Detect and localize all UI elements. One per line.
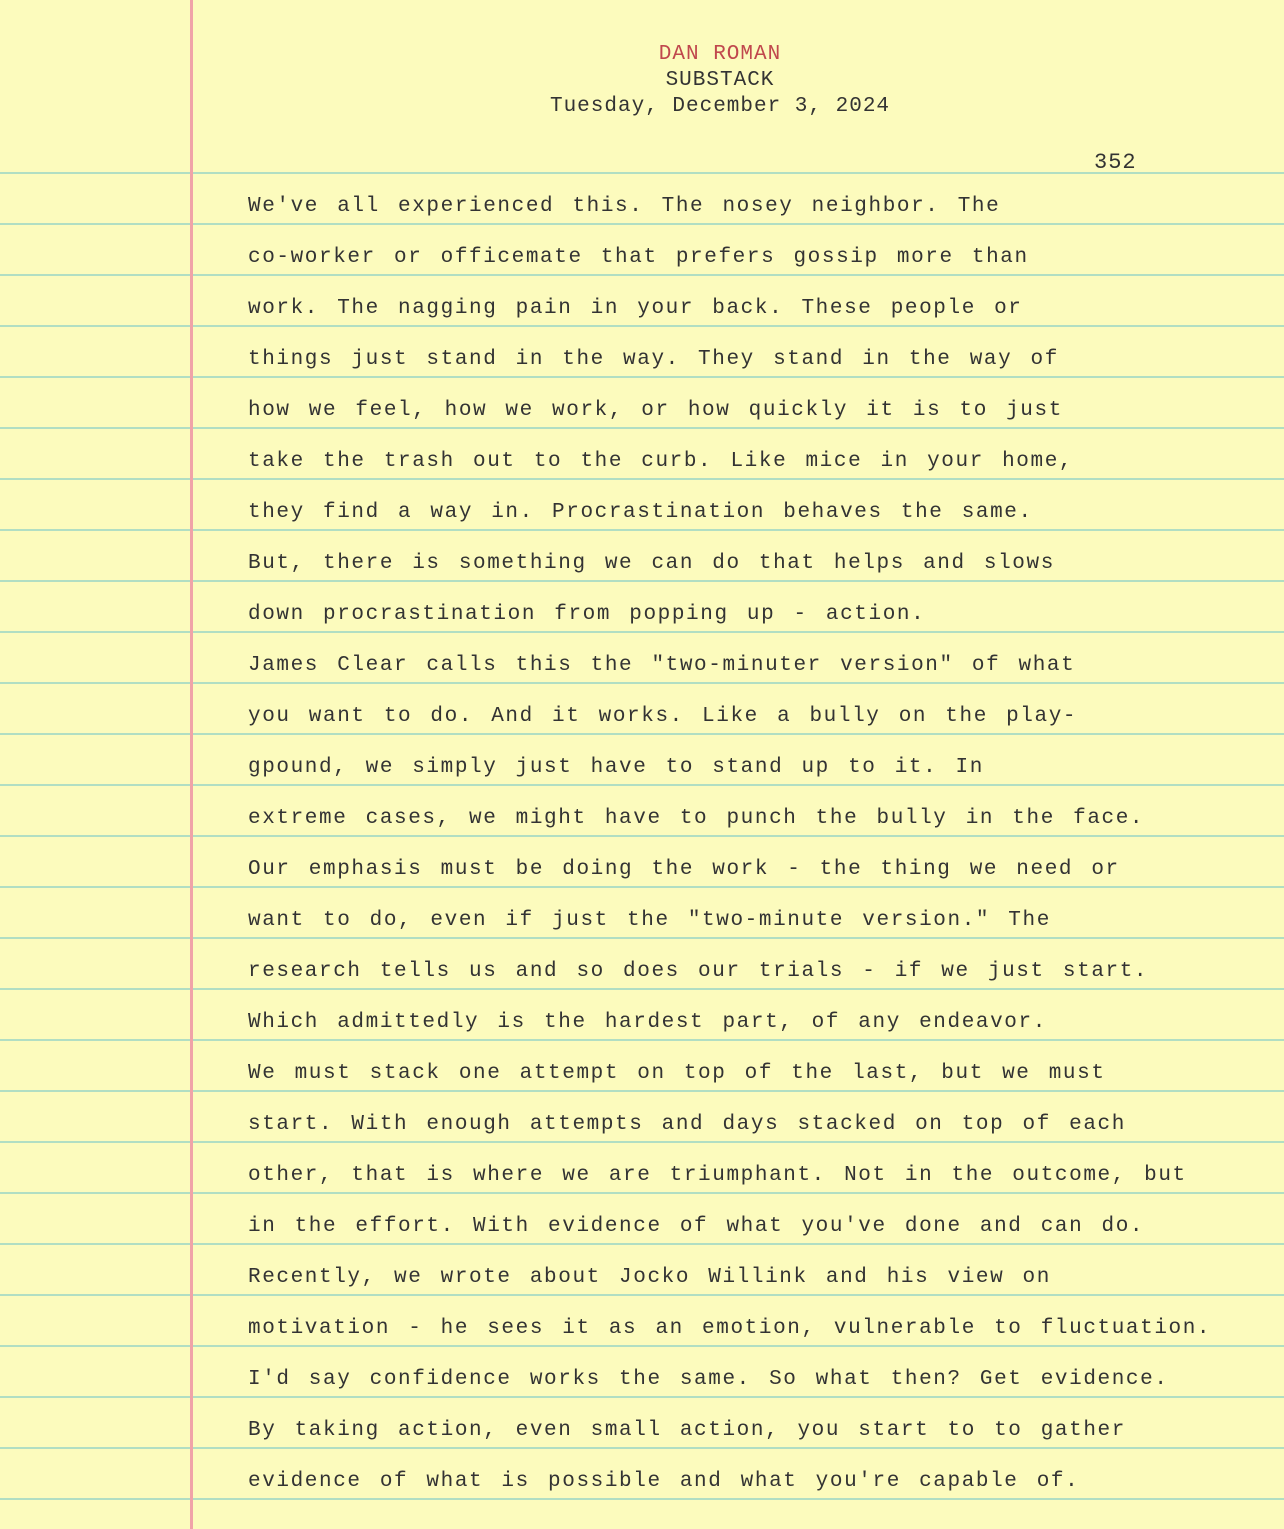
text-line: Which admittedly is the hardest part, of any endeavor. (248, 1011, 1047, 1034)
text-line: co-worker or officemate that prefers gossip more than (248, 246, 1029, 269)
author-name: DAN ROMAN (658, 43, 782, 66)
text-line: evidence of what is possible and what you're capable of. (248, 1470, 1080, 1493)
publication-name: SUBSTACK (665, 69, 775, 92)
page-header (420, 42, 1020, 120)
text-line: Our emphasis must be doing the work - the thing we need or (248, 858, 1120, 881)
text-line: But, there is something we can do that helps and slows (248, 552, 1055, 575)
red-margin-line (190, 0, 193, 1529)
typed-body-text (248, 190, 1258, 1516)
text-line: they find a way in. Procrastination behaves the same. (248, 501, 1033, 524)
text-line: down procrastination from popping up - action. (248, 603, 926, 626)
text-line: you want to do. And it works. Like a bully on the play- (248, 705, 1078, 728)
text-line: take the trash out to the curb. Like mice in your home, (248, 450, 1074, 473)
page-number: 352 (1094, 150, 1137, 175)
text-line: start. With enough attempts and days stacked on top of each (248, 1113, 1126, 1136)
text-line: extreme cases, we might have to punch the bully in the face. (248, 807, 1145, 830)
text-line: things just stand in the way. They stand in the way of (248, 348, 1059, 371)
text-line: We've all experienced this. The nosey neighbor. The (248, 195, 1001, 218)
text-line: want to do, even if just the "two-minute version." The (248, 909, 1051, 932)
text-line: I'd say confidence works the same. So what then? Get evidence. (248, 1368, 1169, 1391)
text-line: other, that is where we are triumphant. Not in the outcome, but (248, 1164, 1187, 1187)
text-line: how we feel, how we work, or how quickly it is to just (248, 399, 1063, 422)
text-line: We must stack one attempt on top of the last, but we must (248, 1062, 1106, 1085)
text-line: work. The nagging pain in your back. These people or (248, 297, 1023, 320)
text-line: research tells us and so does our trials - if we just start. (248, 960, 1149, 983)
text-line: Recently, we wrote about Jocko Willink and his view on (248, 1266, 1051, 1289)
text-line: James Clear calls this the "two-minuter version" of what (248, 654, 1076, 677)
text-line: By taking action, even small action, you start to to gather (248, 1419, 1126, 1442)
text-line: gpound, we simply just have to stand up to it. In (248, 756, 984, 779)
text-line: in the effort. With evidence of what you've done and can do. (248, 1215, 1145, 1238)
post-date: Tuesday, December 3, 2024 (549, 95, 891, 118)
text-line: motivation - he sees it as an emotion, vulnerable to fluctuation. (248, 1317, 1212, 1340)
